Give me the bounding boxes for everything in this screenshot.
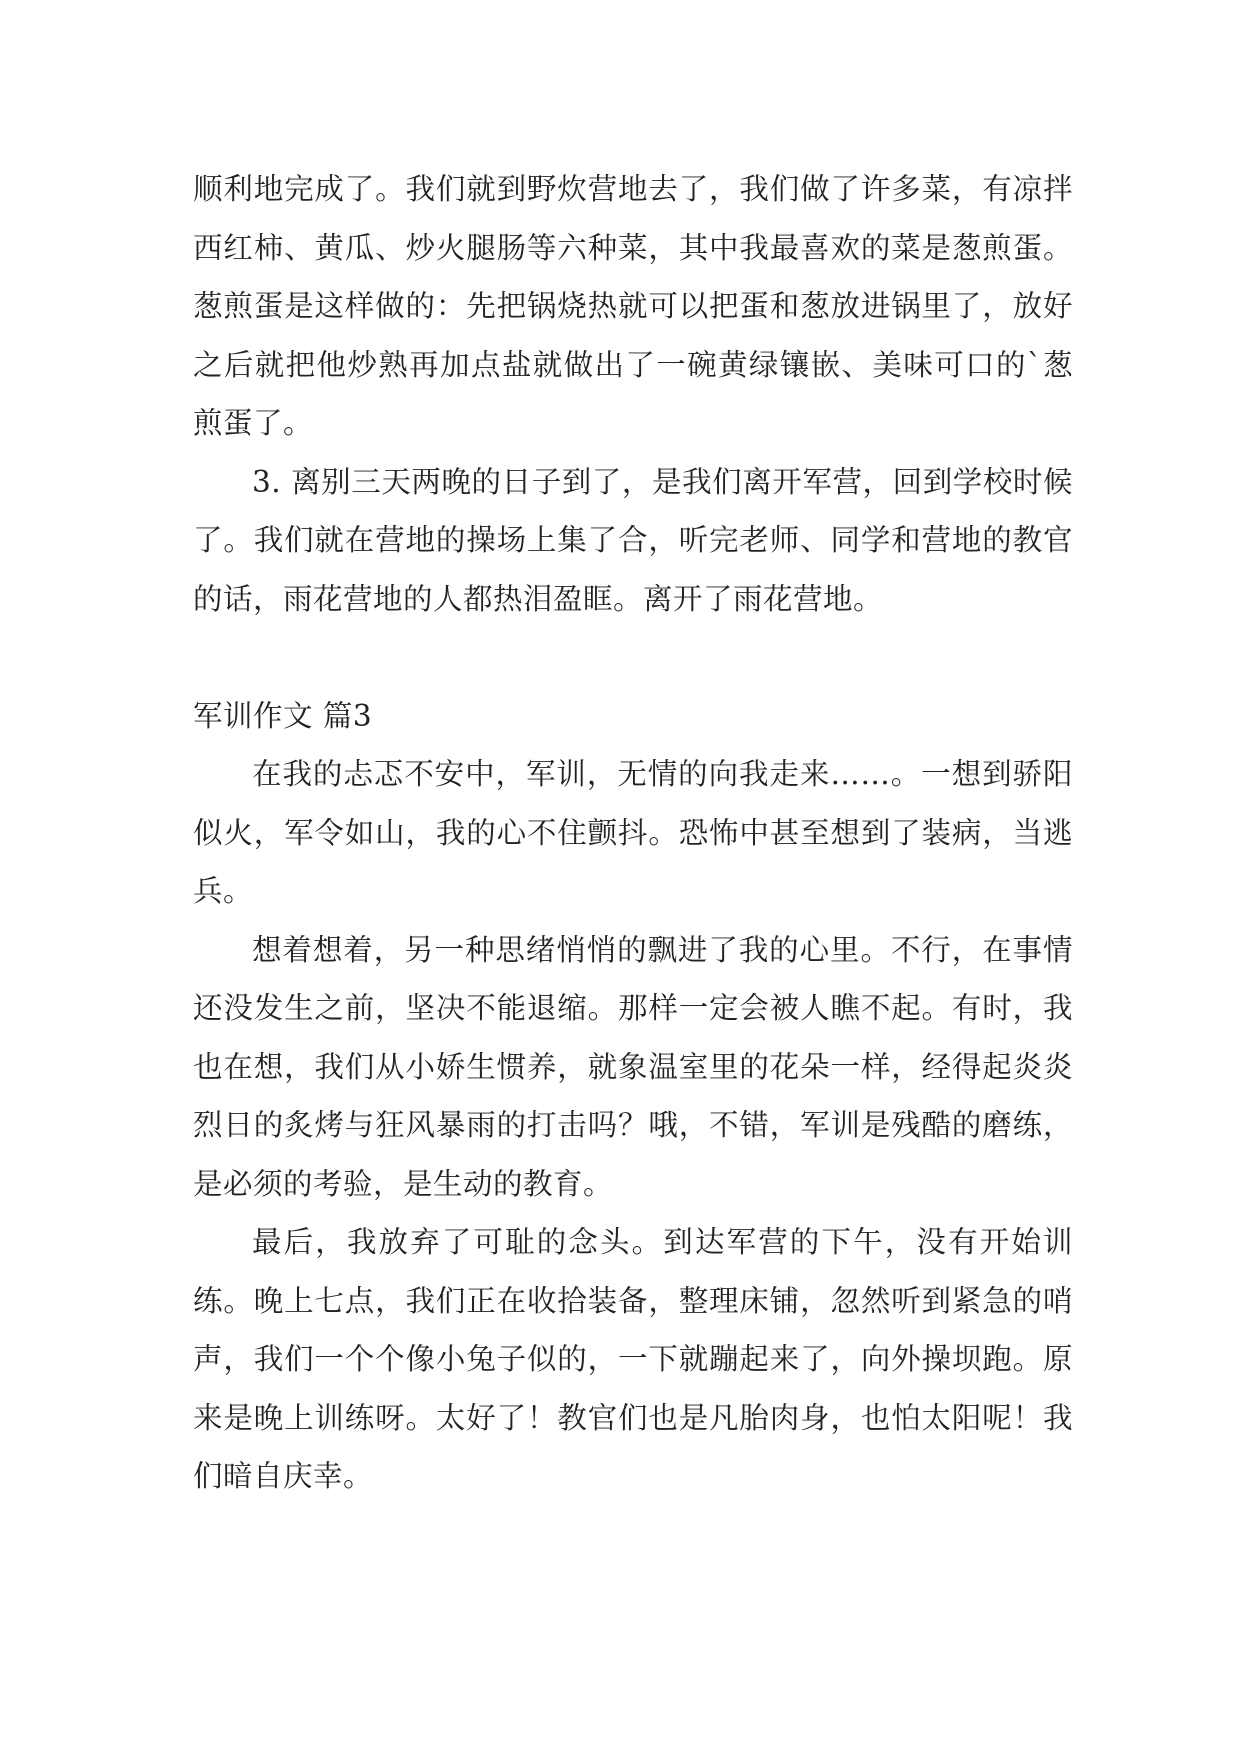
document-page [193, 160, 1073, 1506]
paragraph-continued: 顺利地完成了。我们就到野炊营地去了，我们做了许多菜，有凉拌西红柿、黄瓜、炒火腿肠等六种菜，其中我最喜欢的菜是葱煎蛋。葱煎蛋是这样做的：先把锅烧热就可以把蛋和葱放进锅里了，放好之后就把他炒熟再加点盐就做出了一碗黄绿镶嵌、美味可口的`葱煎蛋了。 [193, 172, 1073, 440]
paragraph-evening-training: 最后，我放弃了可耻的念头。到达军营的下午，没有开始训练。晚上七点，我们正在收拾装备，整理床铺，忽然听到紧急的哨声，我们一个个像小兔子似的，一下就蹦起来了，向外操坝跑。原来是晚上训练呀。太好了！教官们也是凡胎肉身，也怕太阳呢！我们暗自庆幸。 [193, 1225, 1073, 1493]
paragraph-farewell: 3. 离别三天两晚的日子到了，是我们离开军营，回到学校时候了。我们就在营地的操场上集了合，听完老师、同学和营地的教官的话，雨花营地的人都热泪盈眶。离开了雨花营地。 [193, 464, 1073, 616]
paragraph-anxiety: 在我的忐忑不安中，军训，无情的向我走来……。一想到骄阳似火，军令如山，我的心不住颤抖。恐怖中甚至想到了装病，当逃兵。 [193, 757, 1073, 908]
section-heading: 军训作文 篇3 [193, 698, 373, 733]
paragraph-thoughts: 想着想着，另一种思绪悄悄的飘进了我的心里。不行，在事情还没发生之前，坚决不能退缩。那样一定会被人瞧不起。有时，我也在想，我们从小娇生惯养，就象温室里的花朵一样，经得起炎炎烈日的炙烤与狂风暴雨的打击吗？哦，不错，军训是残酷的磨练，是必须的考验，是生动的教育。 [193, 932, 1073, 1201]
